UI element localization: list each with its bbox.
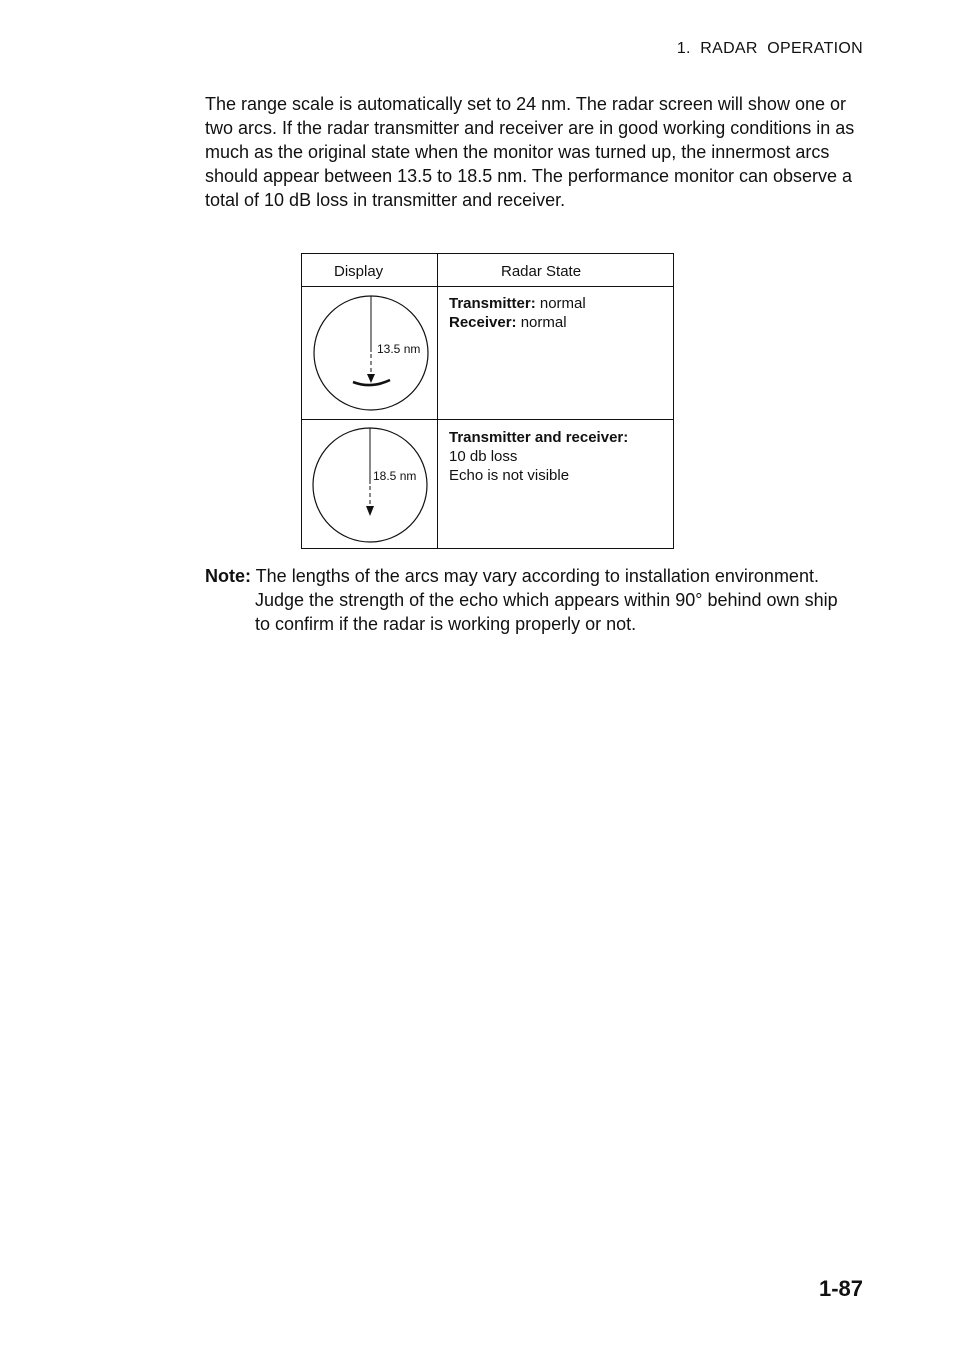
note-text: The lengths of the arcs may vary according to installation environment. <box>251 566 819 586</box>
state-value: normal <box>535 295 586 312</box>
column-divider <box>437 254 438 548</box>
row-divider <box>302 419 673 420</box>
radar-state-normal <box>449 294 586 332</box>
range-label: 13.5 nm <box>377 342 421 356</box>
note-text: to confirm if the radar is working properly or not. <box>255 614 637 634</box>
page-number: 1-87 <box>818 1276 863 1301</box>
radar-display-normal <box>310 292 434 416</box>
note-paragraph <box>205 564 870 636</box>
state-label: Receiver: <box>449 314 517 331</box>
radar-state-table <box>301 253 674 549</box>
radar-display-loss <box>310 426 434 546</box>
state-value: Echo is not visible <box>449 467 570 484</box>
radar-state-column-header: Radar State <box>501 263 582 280</box>
state-value: normal <box>516 314 567 331</box>
state-label: Transmitter: <box>449 295 536 312</box>
intro-paragraph: The range scale is automatically set to 24 nm. The radar screen will show one or two arcs. If the radar transmitter and receiver are in good working conditions in as much as the original state when the monitor was turned up, the innermost arcs should appear between 13.5 to 18.5 nm. The performance monitor can observe a total of 10 dB loss in transmitter and receiver. <box>205 94 855 210</box>
state-label: Transmitter and receiver: <box>449 429 629 446</box>
range-label: 18.5 nm <box>373 469 417 483</box>
note-label: Note: <box>205 566 251 586</box>
header-divider <box>302 286 673 287</box>
arrow-head-icon <box>367 374 375 383</box>
state-value: 10 db loss <box>449 448 518 465</box>
display-column-header: Display <box>334 263 384 280</box>
arrow-head-icon <box>366 506 374 516</box>
note-text: Judge the strength of the echo which appears within 90° behind own ship <box>255 590 838 610</box>
radar-state-loss <box>449 428 628 485</box>
running-header: 1. RADAR OPERATION <box>676 40 863 57</box>
